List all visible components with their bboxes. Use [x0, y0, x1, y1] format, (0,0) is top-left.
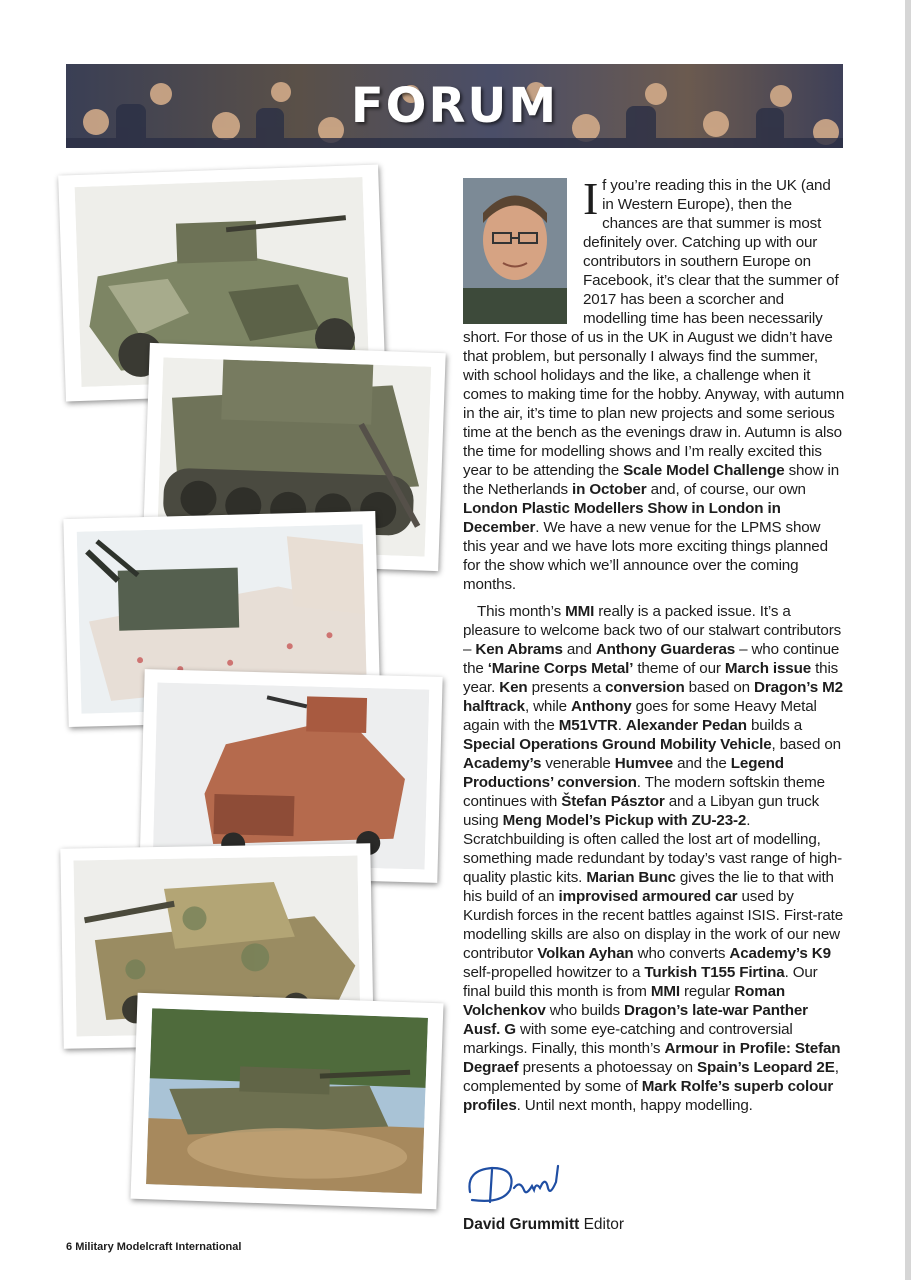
body-text: . The modern softskin theme continues with — [463, 774, 825, 810]
bold-text: Dragon’s M2 halftrack — [463, 679, 843, 715]
paragraph-1 — [463, 173, 845, 594]
bold-text: ‘Marine Corps Metal’ — [487, 660, 634, 677]
bold-text: Legend Productions’ conversion — [463, 755, 784, 791]
body-text: builds a — [746, 717, 803, 734]
body-text: really is a packed issue. It’s a pleasure to welcome back two of our stalwart contributors – — [463, 603, 842, 658]
bold-text: Mark Rolfe’s superb colour profiles — [463, 1078, 834, 1114]
body-text: presents a — [527, 679, 606, 696]
body-text: . — [617, 717, 626, 734]
bold-text: Štefan Pásztor — [561, 793, 665, 810]
body-text: and, of course, our own — [646, 481, 806, 498]
body-text: regular — [679, 983, 735, 1000]
body-text: , complemented by some of — [463, 1059, 839, 1095]
page-footer — [66, 1241, 241, 1253]
body-text: show in the Netherlands — [463, 462, 840, 498]
body-text: . Until next month, happy modelling. — [516, 1097, 753, 1114]
bold-text: Scale Model Challenge — [623, 462, 785, 479]
body-text: and a Libyan gun truck using — [463, 793, 820, 829]
bold-text: Academy’s — [463, 755, 542, 772]
body-text: with some eye-catching and controversial markings. Finally, this month’s — [463, 1021, 793, 1057]
body-text: venerable — [541, 755, 615, 772]
editor-signature — [462, 1152, 572, 1212]
bold-text: Roman Volchenkov — [463, 983, 785, 1019]
body-text: This month’s — [477, 603, 566, 620]
paragraph-2 — [463, 602, 845, 1115]
bold-text: Spain’s Leopard 2E — [697, 1059, 835, 1076]
body-text: . Scratchbuilding is often called the lost art of modelling, something made redundant by today’s vast range of high-quality plastic kits. — [463, 812, 842, 886]
body-text: gives the lie to that with his build of an — [463, 869, 834, 905]
bold-text: London Plastic Modellers Show in London in December — [463, 500, 781, 536]
bold-text: Ken — [499, 679, 528, 696]
bold-text: improvised armoured car — [558, 888, 738, 905]
bold-text: Alexander Pedan — [625, 717, 747, 734]
bold-text: MMI — [565, 603, 595, 620]
body-text: . We have a new venue for the LPMS show this year and we have lots more exciting things planned for the show which we’ll announce over the coming months. — [463, 519, 828, 593]
body-text: , based on — [771, 736, 841, 753]
portrait-space — [463, 176, 583, 328]
body-text: and — [562, 641, 596, 658]
bold-text: Turkish T155 Firtina — [644, 964, 785, 981]
bold-text: conversion — [605, 679, 685, 696]
body-text: based on — [684, 679, 755, 696]
editor-name: David Grummitt — [463, 1216, 580, 1233]
photo-leopard — [130, 993, 443, 1210]
forum-banner — [66, 64, 843, 148]
body-text: presents a photoessay on — [518, 1059, 697, 1076]
bold-text: in October — [572, 481, 647, 498]
editorial-article — [463, 173, 845, 1115]
signoff — [463, 1216, 624, 1234]
bold-text: Academy’s K9 — [729, 945, 831, 962]
drop-cap: I — [583, 173, 599, 224]
editor-role: Editor — [583, 1216, 625, 1233]
page-number: 6 — [66, 1241, 73, 1253]
body-text: self-propelled howitzer to a — [463, 964, 645, 981]
body-text: this year. — [463, 660, 839, 696]
body-text: who converts — [633, 945, 730, 962]
bold-text: Armour in Profile: Stefan Degraef — [463, 1040, 841, 1076]
body-text: , while — [524, 698, 572, 715]
body-text: – who continue the — [463, 641, 840, 677]
body-text: and the — [673, 755, 731, 772]
body-text: goes for some Heavy Metal again with the — [463, 698, 817, 734]
body-text: . Our final build this month is from — [463, 964, 818, 1000]
bold-text: Meng Model’s Pickup with ZU-23-2 — [502, 812, 747, 829]
bold-text: Dragon’s late-war Panther Ausf. G — [463, 1002, 808, 1038]
publication-name: Military Modelcraft International — [75, 1241, 242, 1253]
body-text: f you’re reading this in the UK (and in Western Europe), then the chances are that summer is most definitely over. Catching up with our contributors in southern Europe on Facebook, it’s clear that the summer of 2017 has been a scorcher and modelling time has been necessarily short. For those of us in the UK in August we didn’t have that problem, but personally I always find the summer, with school holidays and the like, a challenge when it comes to making time for the hobby. Anyway, with autumn in the air, it’s time to plan new projects and some serious time at the bench as the evenings draw in. Autumn is also the time for modelling shows and I’m really excited this year to be attending the — [463, 177, 845, 479]
bold-text: Humvee — [614, 755, 673, 772]
bold-text: Anthony Guarderas — [595, 641, 736, 658]
section-title: FORUM — [350, 78, 559, 134]
page-edge — [905, 0, 911, 1280]
bold-text: Special Operations Ground Mobility Vehicle — [463, 736, 772, 753]
bold-text: Ken Abrams — [475, 641, 563, 658]
bold-text: Volkan Ayhan — [537, 945, 634, 962]
bold-text: MMI — [650, 983, 680, 1000]
body-text: used by Kurdish forces in the recent battles against ISIS. First-rate modelling skills are also on display in the work of our new contributor — [463, 888, 843, 962]
bold-text: M51VTR — [558, 717, 618, 734]
body-text: who builds — [545, 1002, 625, 1019]
bold-text: March issue — [724, 660, 812, 677]
bold-text: Marian Bunc — [586, 869, 676, 886]
bold-text: Anthony — [571, 698, 632, 715]
body-text: theme of our — [633, 660, 725, 677]
